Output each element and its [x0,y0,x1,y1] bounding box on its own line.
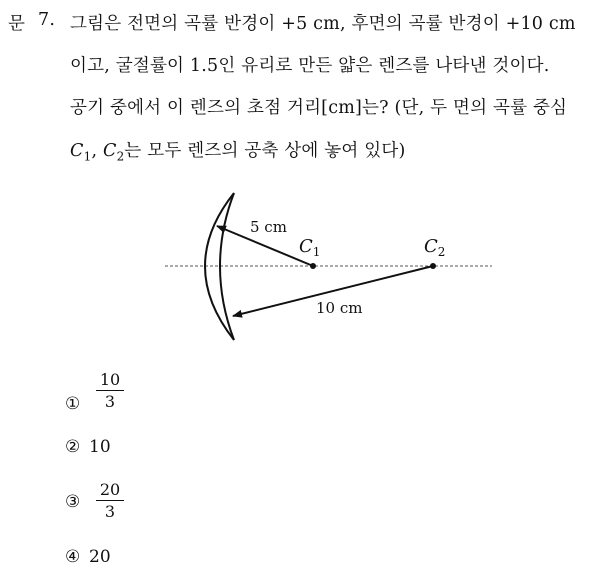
separator: , [91,141,103,161]
c1-label [299,236,320,259]
choice-4-value: 20 [89,547,111,567]
choice-1-marker: ① [65,394,81,414]
choice-1-numerator: 10 [96,370,124,391]
c2-label-symbol: C [424,236,438,257]
choice-3[interactable] [65,492,89,512]
c1-label-sub: 1 [312,245,321,259]
choice-1-denominator: 3 [104,392,116,411]
question-line-3: 공기 중에서 이 렌즈의 초점 거리[cm]는? (단, 두 면의 곡률 중심 [70,98,568,118]
c2-point [430,263,436,269]
choice-3-fraction [96,480,124,521]
choice-1-fraction [96,370,124,411]
question-line-1: 그림은 전면의 곡률 반경이 +5 cm, 후면의 곡률 반경이 +10 cm [70,14,576,34]
label-10cm: 10 cm [316,299,363,317]
choice-4-marker: ④ [65,547,81,567]
c1-point [310,263,316,269]
c2-symbol: C [102,141,117,161]
choice-3-denominator: 3 [104,502,116,521]
c1-subscript: 1 [83,149,92,164]
c2-label [424,236,445,259]
c2-label-sub: 2 [437,245,446,259]
choice-4[interactable] [65,547,111,567]
label-5cm: 5 cm [250,218,287,236]
choice-2[interactable] [65,437,111,457]
choice-1[interactable] [65,394,89,414]
c2-subscript: 2 [116,149,125,164]
c1-label-symbol: C [299,236,313,257]
question-label: 문 [8,14,26,34]
question-line-2: 이고, 굴절률이 1.5인 유리로 만든 얇은 렌즈를 나타낸 것이다. [70,56,550,76]
c1-symbol: C [70,141,84,161]
question-number: 7. [38,10,56,30]
choice-3-numerator: 20 [96,480,124,501]
choice-2-value: 10 [89,437,111,457]
choice-2-marker: ② [65,437,81,457]
line4-rest: 는 모두 렌즈의 공축 상에 놓여 있다) [124,141,406,161]
choice-3-marker: ③ [65,492,81,512]
